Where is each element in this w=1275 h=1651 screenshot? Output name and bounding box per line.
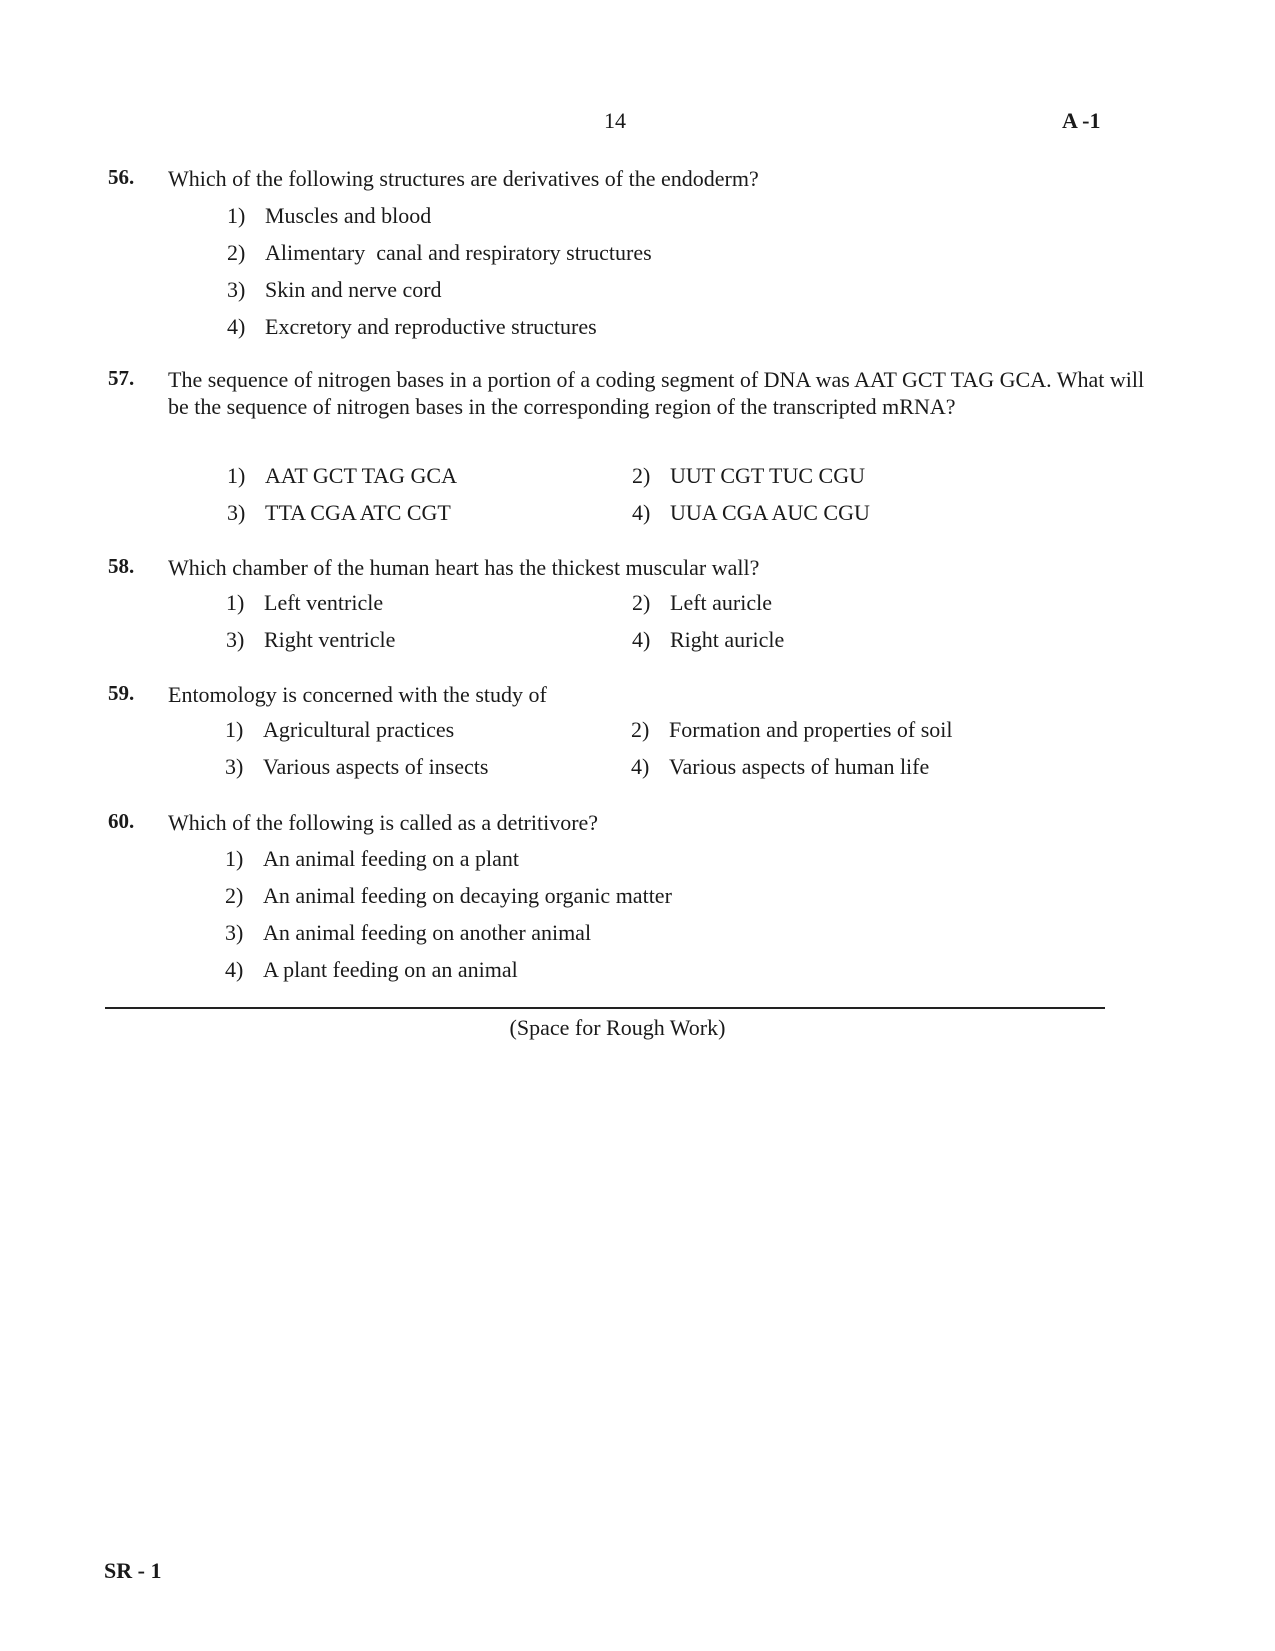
option-text: TTA CGA ATC CGT [265, 500, 451, 525]
option [225, 717, 454, 743]
divider-line [105, 1007, 1105, 1009]
option-number: 4) [225, 957, 244, 982]
question-text: Entomology is concerned with the study of [168, 682, 547, 707]
footer-code: SR - 1 [104, 1558, 162, 1583]
option-text: Various aspects of human life [669, 754, 930, 779]
option [227, 314, 597, 340]
option-text: Skin and nerve cord [265, 277, 442, 302]
option-text: A plant feeding on an animal [263, 957, 518, 982]
option [227, 203, 431, 229]
option [632, 627, 784, 653]
option-number: 1) [225, 717, 244, 742]
option-number: 2) [632, 590, 651, 615]
option [225, 920, 591, 946]
option-number: 1) [227, 203, 246, 228]
option-number: 2) [225, 883, 244, 908]
option-text: Right ventricle [264, 627, 396, 652]
option-number: 2) [227, 240, 246, 265]
option [225, 957, 518, 983]
option [227, 277, 442, 303]
option-number: 3) [225, 920, 244, 945]
option-number: 1) [226, 590, 245, 615]
option-text: UUT CGT TUC CGU [670, 463, 865, 488]
option-text: An animal feeding on another animal [263, 920, 592, 945]
option [225, 883, 672, 909]
option-text: An animal feeding on a plant [263, 846, 519, 871]
option [227, 500, 451, 526]
option [632, 500, 870, 526]
option [225, 846, 519, 872]
option-number: 4) [632, 627, 651, 652]
option [226, 590, 383, 616]
option [225, 754, 488, 780]
option-number: 3) [226, 627, 245, 652]
option-text: Agricultural practices [263, 717, 455, 742]
option [632, 590, 772, 616]
option-number: 3) [227, 277, 246, 302]
question-number: 60. [108, 809, 135, 833]
question-number: 56. [108, 165, 135, 189]
option-number: 3) [225, 754, 244, 779]
option-text: Formation and properties of soil [669, 717, 953, 742]
option [631, 754, 929, 780]
option [227, 240, 652, 266]
rough-work-label: (Space for Rough Work) [509, 1015, 726, 1040]
option-text: Alimentary canal and respiratory structures [265, 240, 652, 265]
option [227, 463, 457, 489]
option-number: 4) [227, 314, 246, 339]
option-number: 2) [631, 717, 650, 742]
question-number: 59. [108, 681, 135, 705]
option [226, 627, 395, 653]
option-text: Right auricle [670, 627, 785, 652]
option-text: Muscles and blood [265, 203, 432, 228]
option-text: Left auricle [670, 590, 772, 615]
set-code: A -1 [1062, 108, 1101, 133]
option-number: 4) [631, 754, 650, 779]
question-text: The sequence of nitrogen bases in a portion of a coding segment of DNA was AAT GCT TAG GCA. What will be the sequence of nitrogen bases in the corresponding region of the transcripted mRNA? [168, 367, 1145, 419]
option-number: 1) [225, 846, 244, 871]
option [632, 463, 865, 489]
option-number: 1) [227, 463, 246, 488]
question-text: Which of the following is called as a detritivore? [168, 810, 599, 835]
option-text: Left ventricle [264, 590, 384, 615]
option-text: An animal feeding on decaying organic matter [263, 883, 672, 908]
option-number: 4) [632, 500, 651, 525]
option-text: UUA CGA AUC CGU [670, 500, 870, 525]
option-text: AAT GCT TAG GCA [265, 463, 457, 488]
option-text: Excretory and reproductive structures [265, 314, 597, 339]
question-number: 58. [108, 554, 135, 578]
option-text: Various aspects of insects [263, 754, 489, 779]
option [631, 717, 953, 743]
question-number: 57. [108, 366, 135, 390]
option-number: 3) [227, 500, 246, 525]
option-number: 2) [632, 463, 651, 488]
question-text: Which chamber of the human heart has the thickest muscular wall? [168, 555, 760, 580]
page-number: 14 [604, 108, 626, 133]
question-text: Which of the following structures are derivatives of the endoderm? [168, 166, 759, 191]
